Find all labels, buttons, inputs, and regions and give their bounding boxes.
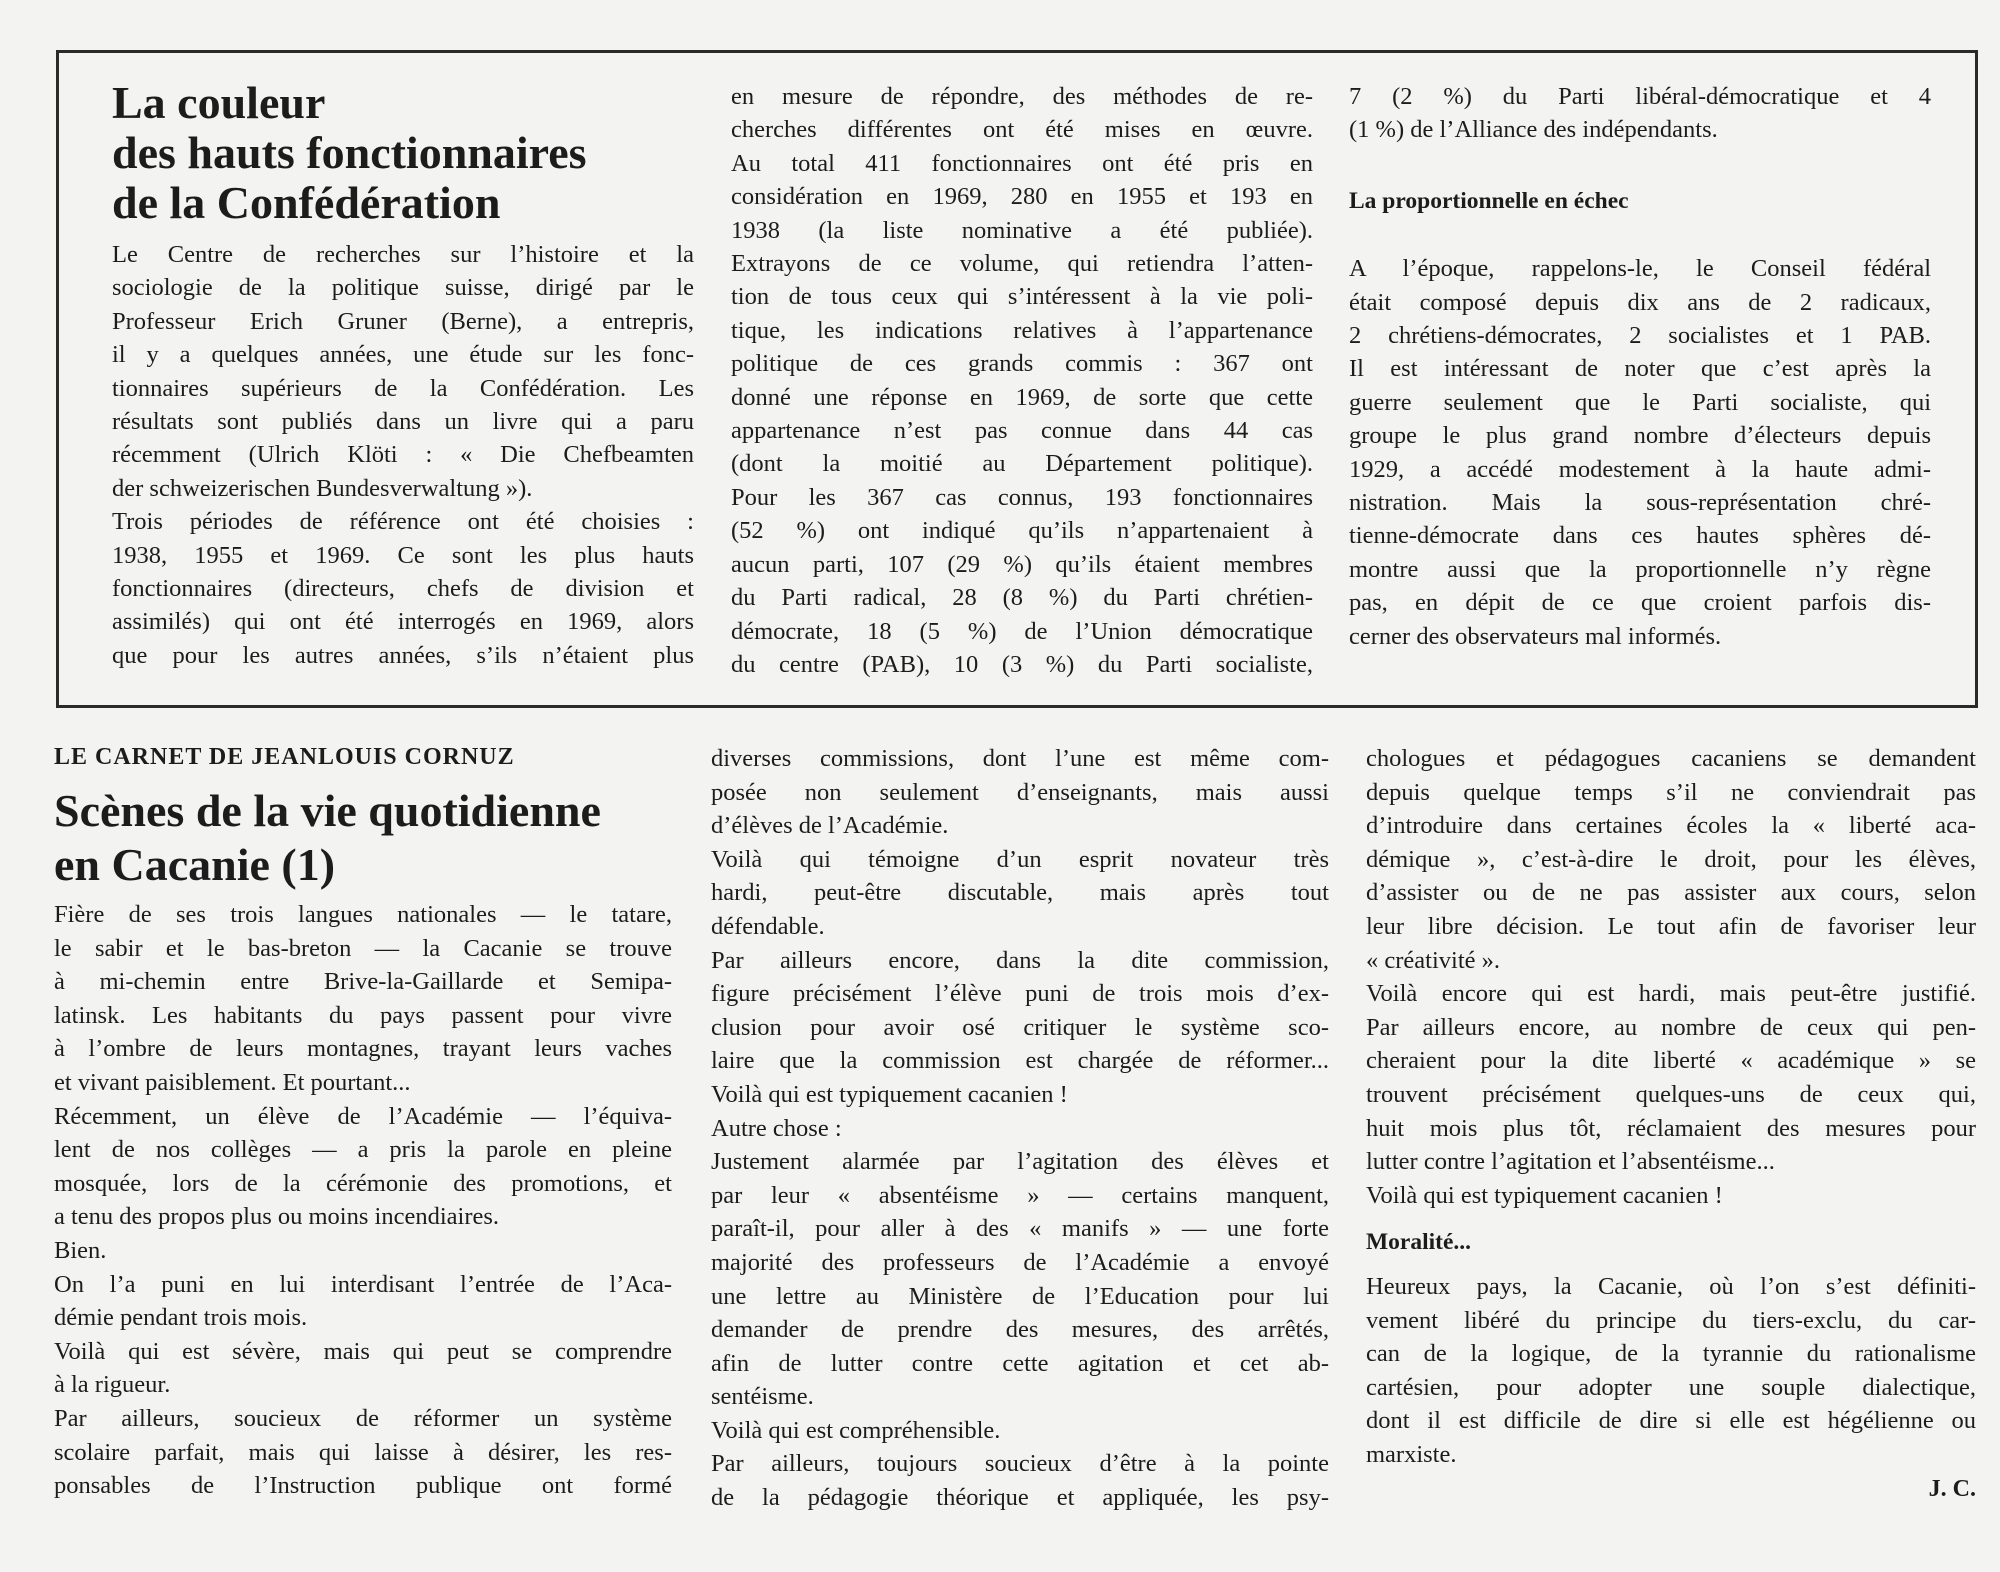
text-line: (dont la moitié au Département politique). — [731, 450, 1313, 478]
text-line: Trois périodes de référence ont été choisies : — [112, 508, 694, 536]
bottom-article-column-1 — [54, 742, 672, 1503]
text-line: et vivant paisiblement. Et pourtant... — [54, 1068, 411, 1096]
text-line: du Parti radical, 28 (8 %) du Parti chrétien- — [731, 584, 1313, 612]
top-article-column-3 — [1349, 80, 1931, 653]
author-signature: J. C. — [1928, 1476, 1976, 1503]
top-article-title — [112, 78, 694, 228]
bottom-article-title — [54, 784, 672, 892]
bottom-article-column-3 — [1366, 742, 1976, 1507]
top-article-column-1 — [112, 78, 694, 672]
bottom-article-body-1 — [54, 898, 672, 1503]
text-line: « créativité ». — [1366, 946, 1501, 974]
text-line: récemment (Ulrich Klöti : « Die Chefbeamten — [112, 441, 694, 469]
text-line: cherches différentes ont été mises en œuvre. — [731, 116, 1313, 144]
text-line: Par ailleurs encore, au nombre de ceux qui pen- — [1366, 1013, 1976, 1041]
text-line: démocrate, 18 (5 %) de l’Union démocratique — [731, 617, 1313, 645]
text-line: cheraient pour la dite liberté « académique » se — [1366, 1047, 1976, 1075]
text-line: pas, en dépit de ce que croient parfois dis- — [1349, 589, 1931, 617]
text-line: tionnaires supérieurs de la Confédération. Les — [112, 374, 694, 402]
text-line: cartésien, pour adopter une souple dialectique, — [1366, 1373, 1976, 1401]
title-line: en Cacanie (1) — [54, 839, 336, 890]
text-line: groupe le plus grand nombre d’électeurs depuis — [1349, 422, 1931, 450]
text-line: Voilà qui est compréhensible. — [711, 1416, 1001, 1444]
text-line: Bien. — [54, 1236, 107, 1264]
text-line: (1 %) de l’Alliance des indépendants. — [1349, 116, 1718, 144]
text-line: montre aussi que la proportionnelle n’y règne — [1349, 555, 1931, 583]
text-line: du centre (PAB), 10 (3 %) du Parti socialiste, — [731, 650, 1313, 678]
text-line: ponsables de l’Instruction publique ont formé — [54, 1472, 672, 1500]
text-line: (52 %) ont indiqué qu’ils n’appartenaient à — [731, 517, 1313, 545]
text-line: par leur « absentéisme » — certains manquent, — [711, 1181, 1329, 1209]
text-line: laire que la commission est chargée de réformer... — [711, 1047, 1329, 1075]
text-line: trouvent précisément quelques-uns de ceux qui, — [1366, 1080, 1976, 1108]
text-line: fonctionnaires (directeurs, chefs de division et — [112, 575, 694, 603]
top-article-column-2 — [731, 80, 1313, 681]
text-line: à la rigueur. — [54, 1371, 171, 1399]
text-line: lent de nos collèges — a pris la parole en pleine — [54, 1136, 672, 1164]
text-line: demander de prendre des mesures, des arrêtés, — [711, 1316, 1329, 1344]
text-line: une lettre au Ministère de l’Education pour lui — [711, 1282, 1329, 1310]
text-line: Pour les 367 cas connus, 193 fonctionnaires — [731, 483, 1313, 511]
text-line: hardi, peut-être discutable, mais après tout — [711, 879, 1329, 907]
text-line: d’assister ou de ne pas assister aux cours, selon — [1366, 879, 1976, 907]
text-line: Voilà qui est typiquement cacanien ! — [1366, 1181, 1723, 1209]
title-line: Scènes de la vie quotidienne — [54, 785, 601, 836]
text-line: can de la logique, de la tyrannie du rationalisme — [1366, 1340, 1976, 1368]
text-line: Le Centre de recherches sur l’histoire et la — [112, 241, 694, 268]
text-line: Professeur Erich Gruner (Berne), a entrepris, — [112, 307, 694, 335]
text-line: 7 (2 %) du Parti libéral-démocratique et 4 — [1349, 83, 1931, 110]
text-line: majorité des professeurs de l’Académie a envoyé — [711, 1248, 1329, 1276]
text-line: sociologie de la politique suisse, dirigé par le — [112, 274, 694, 302]
text-line: Par ailleurs, toujours soucieux d’être à la pointe — [711, 1450, 1329, 1478]
text-line: assimilés) qui ont été interrogés en 1969, alors — [112, 608, 694, 636]
title-line: de la Confédération — [112, 177, 501, 228]
bottom-article-column-2 — [711, 742, 1329, 1515]
text-line: tique, les indications relatives à l’appartenance — [731, 316, 1313, 344]
text-line: posée non seulement d’enseignants, mais aussi — [711, 778, 1329, 806]
text-line: mosquée, lors de la cérémonie des promotions, et — [54, 1169, 672, 1197]
text-line: démique », c’est-à-dire le droit, pour les élèves, — [1366, 845, 1976, 873]
text-line: en mesure de répondre, des méthodes de re- — [731, 83, 1313, 110]
text-line: politique de ces grands commis : 367 ont — [731, 350, 1313, 378]
text-line: Au total 411 fonctionnaires ont été pris en — [731, 149, 1313, 177]
text-line: Voilà encore qui est hardi, mais peut-être justifié. — [1366, 980, 1976, 1008]
text-line: défendable. — [711, 912, 825, 940]
text-line: 2 chrétiens-démocrates, 2 socialistes et 1 PAB. — [1349, 322, 1931, 350]
text-line: Par ailleurs encore, dans la dite commission, — [711, 946, 1329, 974]
section-subhead: Moralité... — [1366, 1229, 1472, 1256]
text-line: d’introduire dans certaines écoles la « liberté aca- — [1366, 812, 1976, 840]
text-line: appartenance n’est pas connue dans 44 cas — [731, 417, 1313, 445]
text-line: diverses commissions, dont l’une est même com- — [711, 745, 1329, 772]
text-line: tienne-démocrate dans ces hautes sphères dé- — [1349, 522, 1931, 550]
text-line: clusion pour avoir osé critiquer le système sco- — [711, 1013, 1329, 1041]
text-line: A l’époque, rappelons-le, le Conseil fédéral — [1349, 255, 1931, 283]
title-line: des hauts fonctionnaires — [112, 127, 587, 178]
text-line: que pour les autres années, s’ils n’étaient plus — [112, 641, 694, 669]
column-kicker: LE CARNET DE JEANLOUIS CORNUZ — [54, 744, 515, 770]
text-line: guerre seulement que le Parti socialiste, qui — [1349, 388, 1931, 416]
text-line: 1938 (la liste nominative a été publiée). — [731, 216, 1313, 244]
text-line: der schweizerischen Bundesverwaltung »). — [112, 474, 533, 502]
text-line: afin de lutter contre cette agitation et cet ab- — [711, 1349, 1329, 1377]
text-line: d’élèves de l’Académie. — [711, 812, 949, 840]
text-line: lutter contre l’agitation et l’absentéisme... — [1366, 1148, 1775, 1176]
text-line: 1938, 1955 et 1969. Ce sont les plus hauts — [112, 541, 694, 569]
text-line: 1929, a accédé modestement à la haute admi- — [1349, 455, 1931, 483]
text-line: Récemment, un élève de l’Académie — l’équiva- — [54, 1102, 672, 1130]
top-article-body-1 — [112, 238, 694, 672]
text-line: leur libre décision. Le tout afin de favoriser leur — [1366, 912, 1976, 940]
text-line: Par ailleurs, soucieux de réformer un système — [54, 1404, 672, 1432]
text-line: de la pédagogie théorique et appliquée, les psy- — [711, 1484, 1329, 1512]
text-line: chologues et pédagogues cacaniens se demandent — [1366, 745, 1976, 772]
text-line: donné une réponse en 1969, de sorte que cette — [731, 383, 1313, 411]
text-line: Autre chose : — [711, 1114, 842, 1142]
text-line: nistration. Mais la sous-représentation chré- — [1349, 489, 1931, 517]
text-line: considération en 1969, 280 en 1955 et 193 en — [731, 183, 1313, 211]
text-line: vement libéré du principe du tiers-exclu, du car- — [1366, 1306, 1976, 1334]
section-subhead: La proportionnelle en échec — [1349, 187, 1629, 214]
text-line: tion de tous ceux qui s’intéressent à la vie poli- — [731, 283, 1313, 311]
text-line: résultats sont publiés dans un livre qui a paru — [112, 408, 694, 436]
text-line: le sabir et le bas-breton — la Cacanie se trouve — [54, 934, 672, 962]
text-line: Justement alarmée par l’agitation des élèves et — [711, 1148, 1329, 1176]
text-line: depuis quelque temps s’il ne conviendrait pas — [1366, 778, 1976, 806]
text-line: à mi-chemin entre Brive-la-Gaillarde et Semipa- — [54, 968, 672, 996]
text-line: il y a quelques années, une étude sur les fonc- — [112, 341, 694, 369]
text-line: Extrayons de ce volume, qui retiendra l’atten- — [731, 250, 1313, 278]
text-line: marxiste. — [1366, 1440, 1457, 1468]
text-line: aucun parti, 107 (29 %) qu’ils étaient membres — [731, 550, 1313, 578]
text-line: a tenu des propos plus ou moins incendiaires. — [54, 1203, 500, 1231]
text-line: figure précisément l’élève puni de trois mois d’ex- — [711, 980, 1329, 1008]
text-line: sentéisme. — [711, 1383, 814, 1411]
text-line: Fière de ses trois langues nationales — le tatare, — [54, 901, 672, 928]
text-line: huit mois plus tôt, réclamaient des mesures pour — [1366, 1114, 1976, 1142]
text-line: cerner des observateurs mal informés. — [1349, 622, 1722, 650]
text-line: paraît-il, pour aller à des « manifs » — une forte — [711, 1215, 1329, 1243]
text-line: démie pendant trois mois. — [54, 1304, 308, 1332]
text-line: On l’a puni en lui interdisant l’entrée de l’Aca- — [54, 1270, 672, 1298]
text-line: scolaire parfait, mais qui laisse à désirer, les res- — [54, 1438, 672, 1466]
text-line: Heureux pays, la Cacanie, où l’on s’est définiti- — [1366, 1272, 1976, 1300]
text-line: à l’ombre de leurs montagnes, trayant leurs vaches — [54, 1035, 672, 1063]
text-line: Voilà qui est sévère, mais qui peut se comprendre — [54, 1337, 672, 1365]
text-line: était composé depuis dix ans de 2 radicaux, — [1349, 288, 1931, 316]
text-line: Voilà qui témoigne d’un esprit novateur très — [711, 845, 1329, 873]
text-line: dont il est difficile de dire si elle est hégélienne ou — [1366, 1407, 1976, 1435]
text-line: Il est intéressant de noter que c’est après la — [1349, 355, 1931, 383]
title-line: La couleur — [112, 77, 326, 128]
text-line: latinsk. Les habitants du pays passent pour vivre — [54, 1001, 672, 1029]
text-line: Voilà qui est typiquement cacanien ! — [711, 1080, 1068, 1108]
